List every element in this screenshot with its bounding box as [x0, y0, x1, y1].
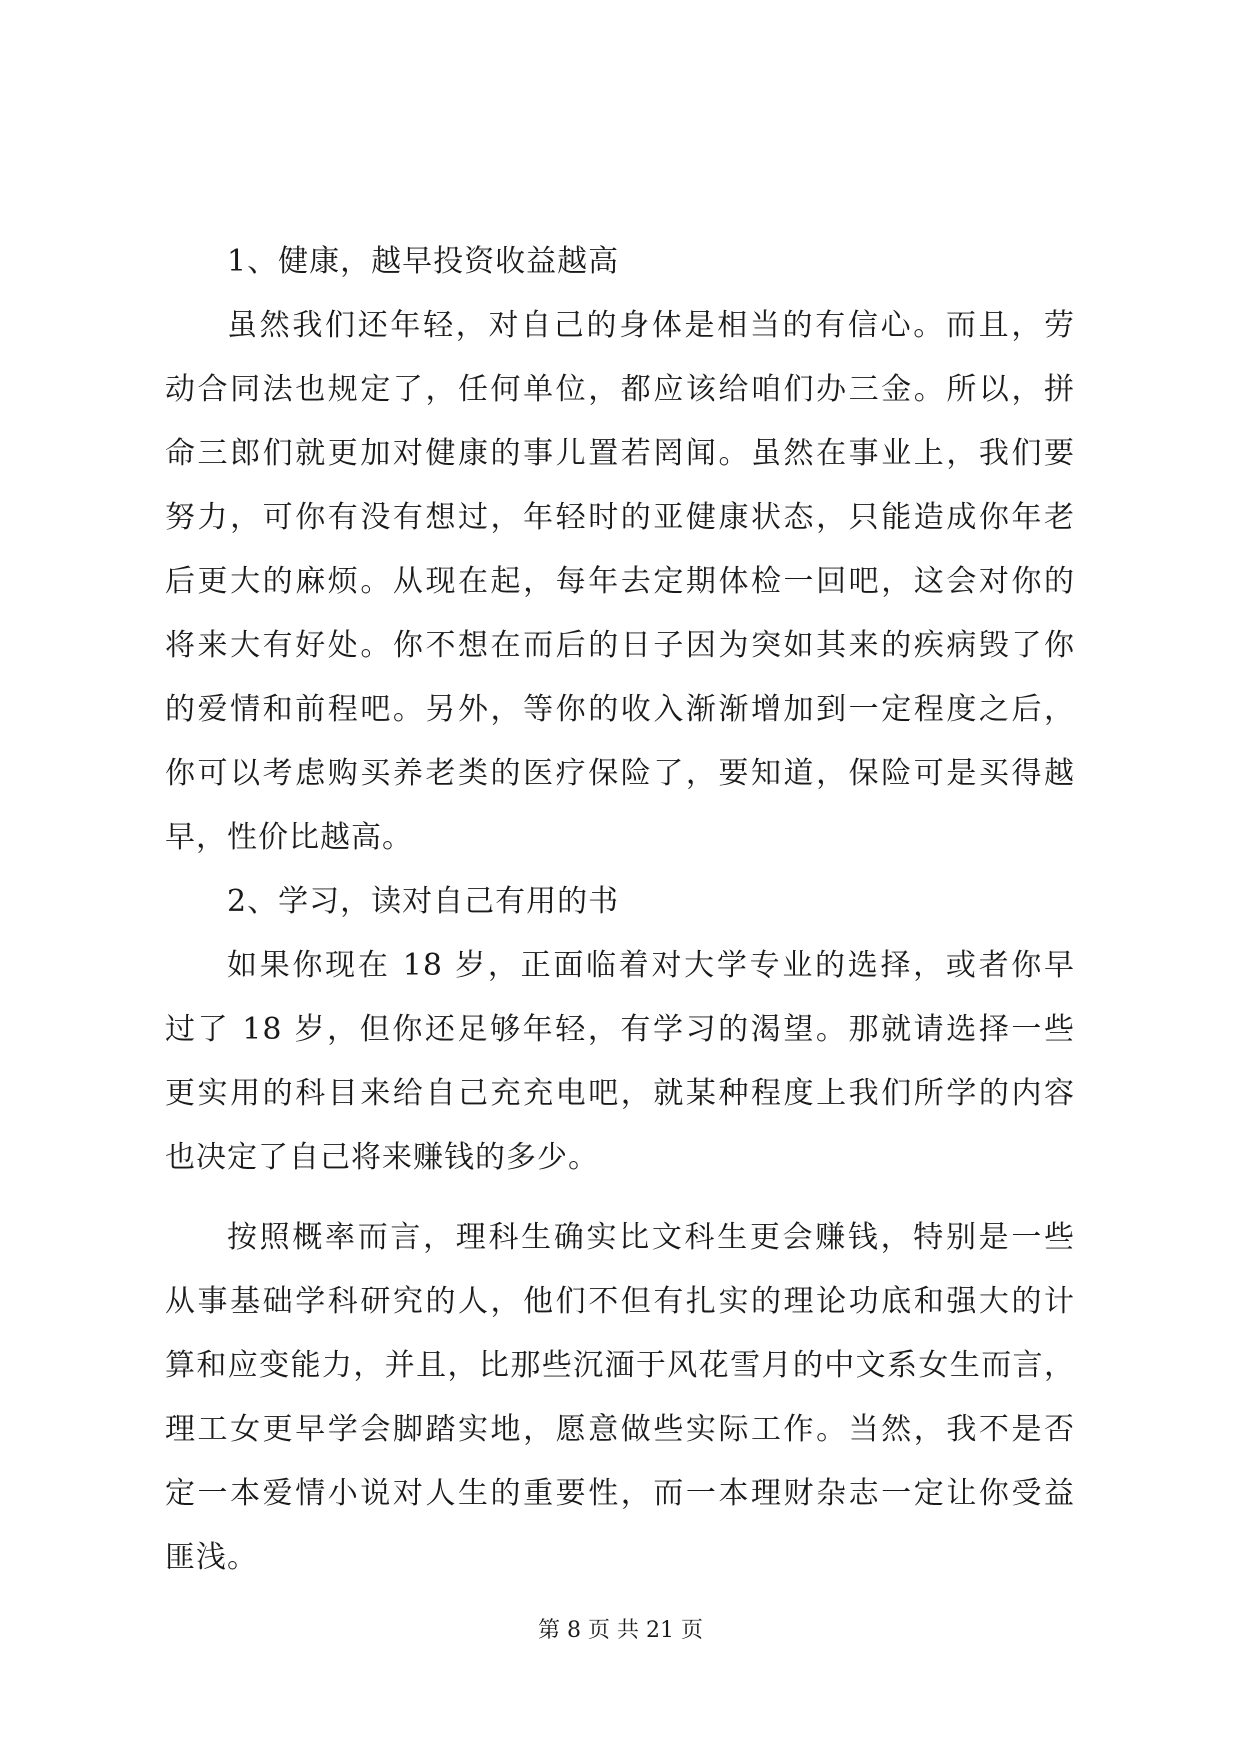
paragraph-line: 虽然我们还年轻，对自己的身体是相当的有信心。而且，劳 — [227, 308, 1075, 343]
paragraph-line: 早，性价比越高。 — [165, 820, 413, 855]
paragraph-line: 更实用的科目来给自己充充电吧，就某种程度上我们所学的内容 — [165, 1076, 1075, 1111]
paragraph-line: 从事基础学科研究的人，他们不但有扎实的理论功底和强大的计 — [165, 1284, 1075, 1319]
section-heading-health: 1、健康，越早投资收益越高 — [227, 244, 620, 279]
paragraph-gap — [165, 1190, 1075, 1206]
paragraph-line: 你可以考虑购买养老类的医疗保险了，要知道，保险可是买得越 — [165, 756, 1075, 791]
paragraph-line: 如果你现在 18 岁，正面临着对大学专业的选择，或者你早 — [227, 948, 1075, 983]
paragraph-line: 将来大有好处。你不想在而后的日子因为突如其来的疾病毁了你 — [165, 628, 1075, 663]
paragraph-health — [165, 294, 1075, 870]
page-number-footer: 第 8 页 共 21 页 — [538, 1618, 703, 1643]
paragraph-line: 后更大的麻烦。从现在起，每年去定期体检一回吧，这会对你的 — [165, 564, 1075, 599]
paragraph-line: 定一本爱情小说对人生的重要性，而一本理财杂志一定让你受益 — [165, 1476, 1075, 1511]
paragraph-line: 也决定了自己将来赚钱的多少。 — [165, 1140, 599, 1175]
document-body — [165, 230, 1075, 1590]
paragraph-line: 努力，可你有没有想过，年轻时的亚健康状态，只能造成你年老 — [165, 500, 1075, 535]
paragraph-line: 算和应变能力，并且，比那些沉湎于风花雪月的中文系女生而言， — [165, 1348, 1075, 1383]
paragraph-line: 按照概率而言，理科生确实比文科生更会赚钱，特别是一些 — [227, 1220, 1075, 1255]
paragraph-line: 匪浅。 — [165, 1540, 258, 1575]
paragraph-study-science — [165, 1206, 1075, 1590]
paragraph-line: 命三郎们就更加对健康的事儿置若罔闻。虽然在事业上，我们要 — [165, 436, 1075, 471]
paragraph-line: 动合同法也规定了，任何单位，都应该给咱们办三金。所以，拼 — [165, 372, 1075, 407]
paragraph-line: 的爱情和前程吧。另外，等你的收入渐渐增加到一定程度之后， — [165, 692, 1075, 727]
paragraph-line: 理工女更早学会脚踏实地，愿意做些实际工作。当然，我不是否 — [165, 1412, 1075, 1447]
paragraph-line: 过了 18 岁，但你还足够年轻，有学习的渴望。那就请选择一些 — [165, 1012, 1075, 1047]
section-heading-study: 2、学习，读对自己有用的书 — [227, 884, 620, 919]
paragraph-study-major — [165, 934, 1075, 1190]
